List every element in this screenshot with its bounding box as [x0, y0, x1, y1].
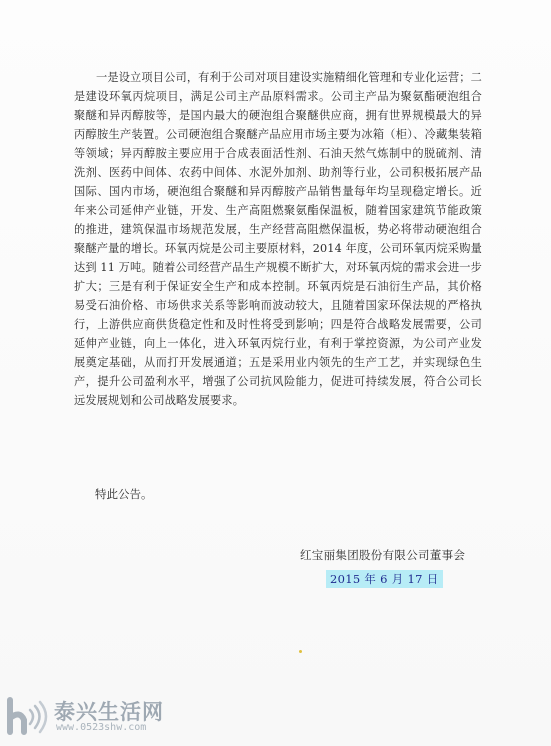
announcement-body: 一是设立项目公司，有利于公司对项目建设实施精细化管理和专业化运营；二是建设环氧丙烷项目，满足公司主产品原料需求。公司主产品为聚氨酯硬泡组合聚醚和异丙醇胺等，是国内最大的硬泡组合聚醚供应商，拥有世界规模最大的异丙醇胺生产装置。公司硬泡组合聚醚产品应用市场主要为冰箱（柜）、冷藏集装箱等领域；异丙醇胺主要应用于合成表面活性剂、石油天然气炼制中的脱硫剂、清洗剂、医药中间体、农药中间体、水泥外加剂、助剂等行业，公司积极拓展产品国际、国内市场，硬泡组合聚醚和异丙醇胺产品销售量每年均呈现稳定增长。近年来公司延伸产业链，开发、生产高阻燃聚氨酯保温板，随着国家建筑节能政策的推进，建筑保温市场规范发展，生产经营高阻燃保温板，势必将带动硬泡组合聚醚产量的增长。环氧丙烷是公司主要原材料，2014 年度，公司环氧丙烷采购量达到 11 万吨。随着公司经营产品生产规模不断扩大，对环氧丙烷的需求会进一步扩大；三是有利于保证安全生产和成本控制。环氧丙烷是石油衍生产品，其价格易受石油价格、市场供求关系等影响而波动较大，且随着国家环保法规的严格执行，上游供应商供货稳定性和及时性将受到影响；四是符合战略发展需要，公司延伸产业链，向上一体化，进入环氧丙烷行业，有利于掌控资源，为公司产业发展奠定基础，从而打开发展通道；五是采用业内领先的生产工艺，并实现绿色生产，提升公司盈利水平，增强了公司抗风险能力，促进可持续发展，符合公司长远发展规划和公司战略发展要求。	[74, 71, 482, 407]
stray-dot	[299, 650, 302, 653]
wifi-signal-h-logo-icon	[2, 696, 50, 736]
watermark-url: www.0523shw.com	[56, 722, 147, 733]
closing-notice: 特此公告。	[95, 487, 153, 501]
watermark-title: 泰兴生活网	[54, 700, 164, 724]
signer-board: 红宝丽集团股份有限公司董事会	[300, 548, 466, 562]
announcement-date: 2015 年 6 月 17 日	[330, 572, 439, 586]
site-watermark	[2, 692, 202, 740]
date-highlight	[326, 570, 443, 588]
